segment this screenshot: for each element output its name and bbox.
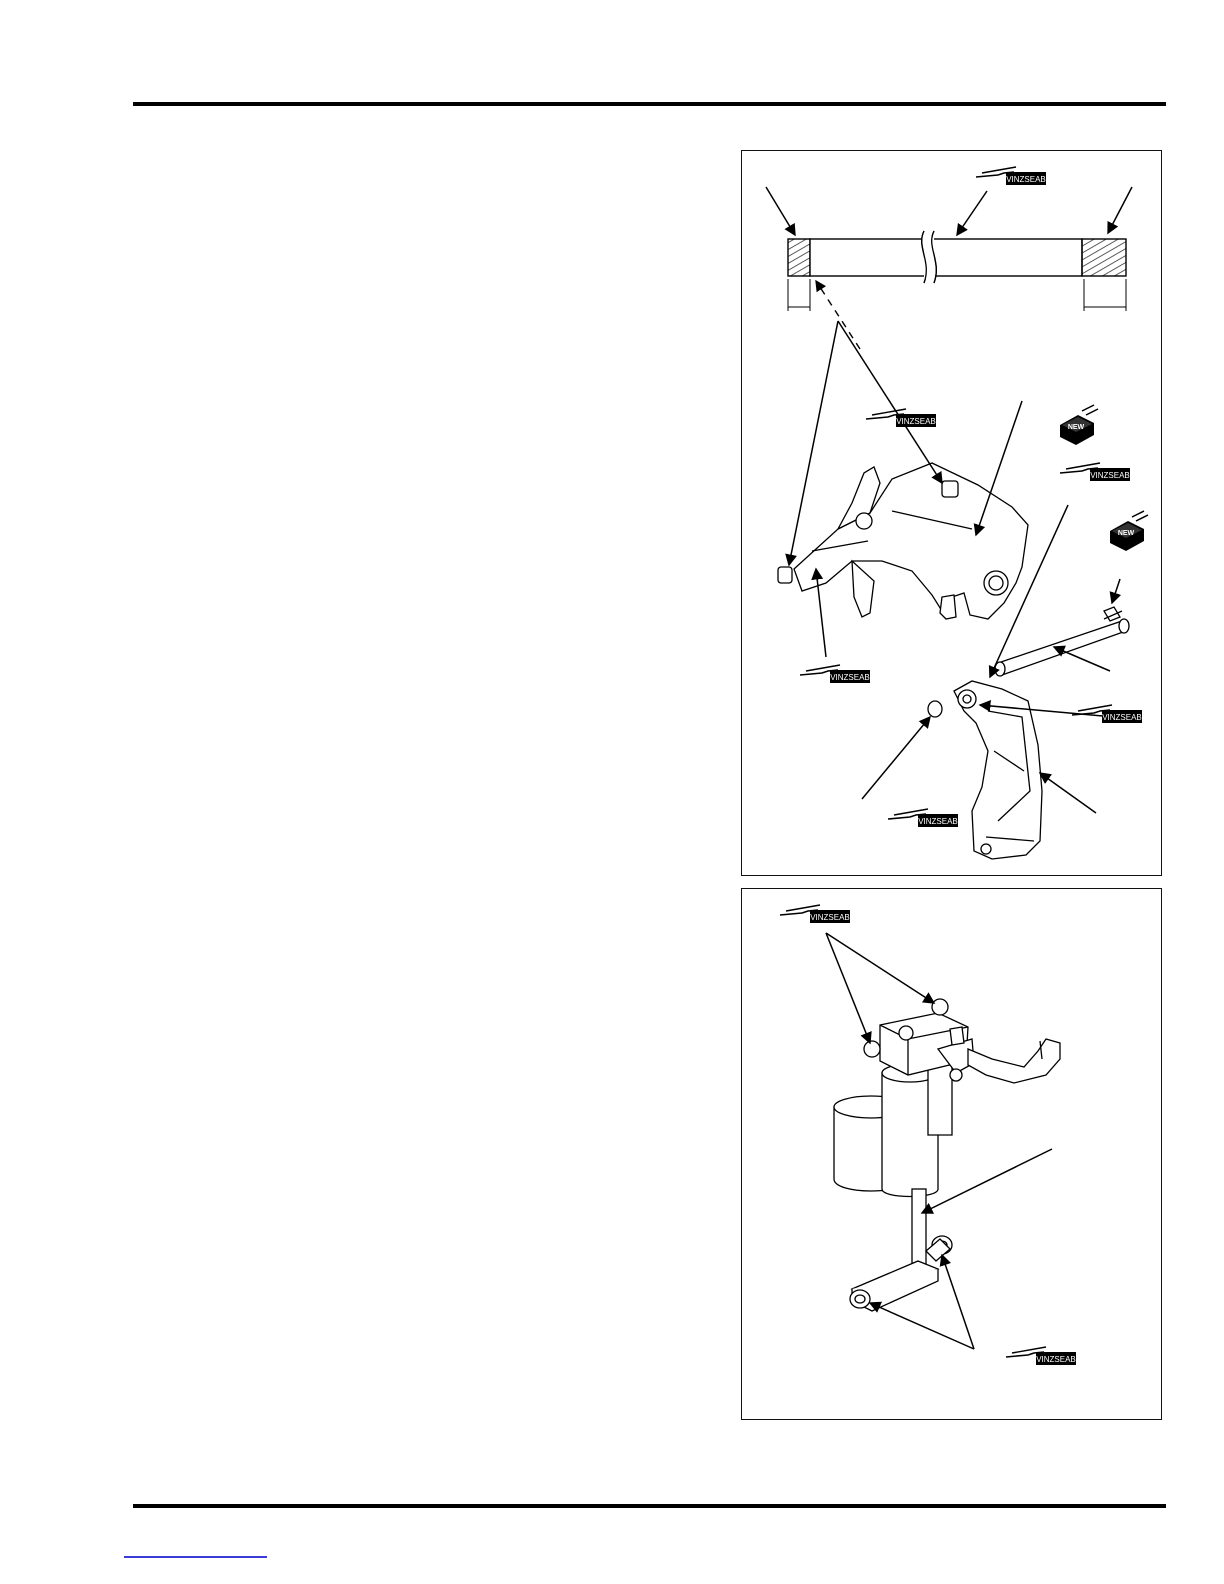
leader-dashed xyxy=(816,281,860,349)
leader-arm xyxy=(1040,773,1096,813)
footer-link[interactable] xyxy=(124,1556,267,1558)
grease-icon xyxy=(1060,463,1130,481)
leader-left-thread xyxy=(766,187,795,235)
link-rod-drawing xyxy=(995,607,1129,676)
figure-top: VINZSEAB NEW xyxy=(741,150,1162,876)
grease-icon xyxy=(780,905,850,923)
new-part-icon xyxy=(1110,511,1148,551)
grease-icon xyxy=(888,809,958,827)
grease-icon xyxy=(976,167,1046,185)
leader-right-thread xyxy=(1108,187,1132,233)
grease-icon xyxy=(800,665,870,683)
header-rule xyxy=(133,102,1166,106)
new-part-icon xyxy=(1060,405,1098,445)
washer-drawing xyxy=(928,701,942,717)
arm-drawing xyxy=(954,681,1042,859)
grease-icon xyxy=(1072,705,1142,723)
leader-nut xyxy=(1112,579,1120,603)
leader-washer xyxy=(862,717,930,799)
leader-rod xyxy=(1054,647,1110,671)
bracket-housing-drawing xyxy=(778,463,1028,619)
grease-icon xyxy=(1006,1347,1076,1365)
figure-bottom: VINZSEAB xyxy=(741,888,1162,1420)
grease-icon xyxy=(866,409,936,427)
footer-rule xyxy=(133,1504,1166,1508)
leader-shaft-body xyxy=(957,191,987,235)
cylinder-assembly-drawing xyxy=(834,999,1060,1311)
shaft-drawing xyxy=(788,231,1126,311)
